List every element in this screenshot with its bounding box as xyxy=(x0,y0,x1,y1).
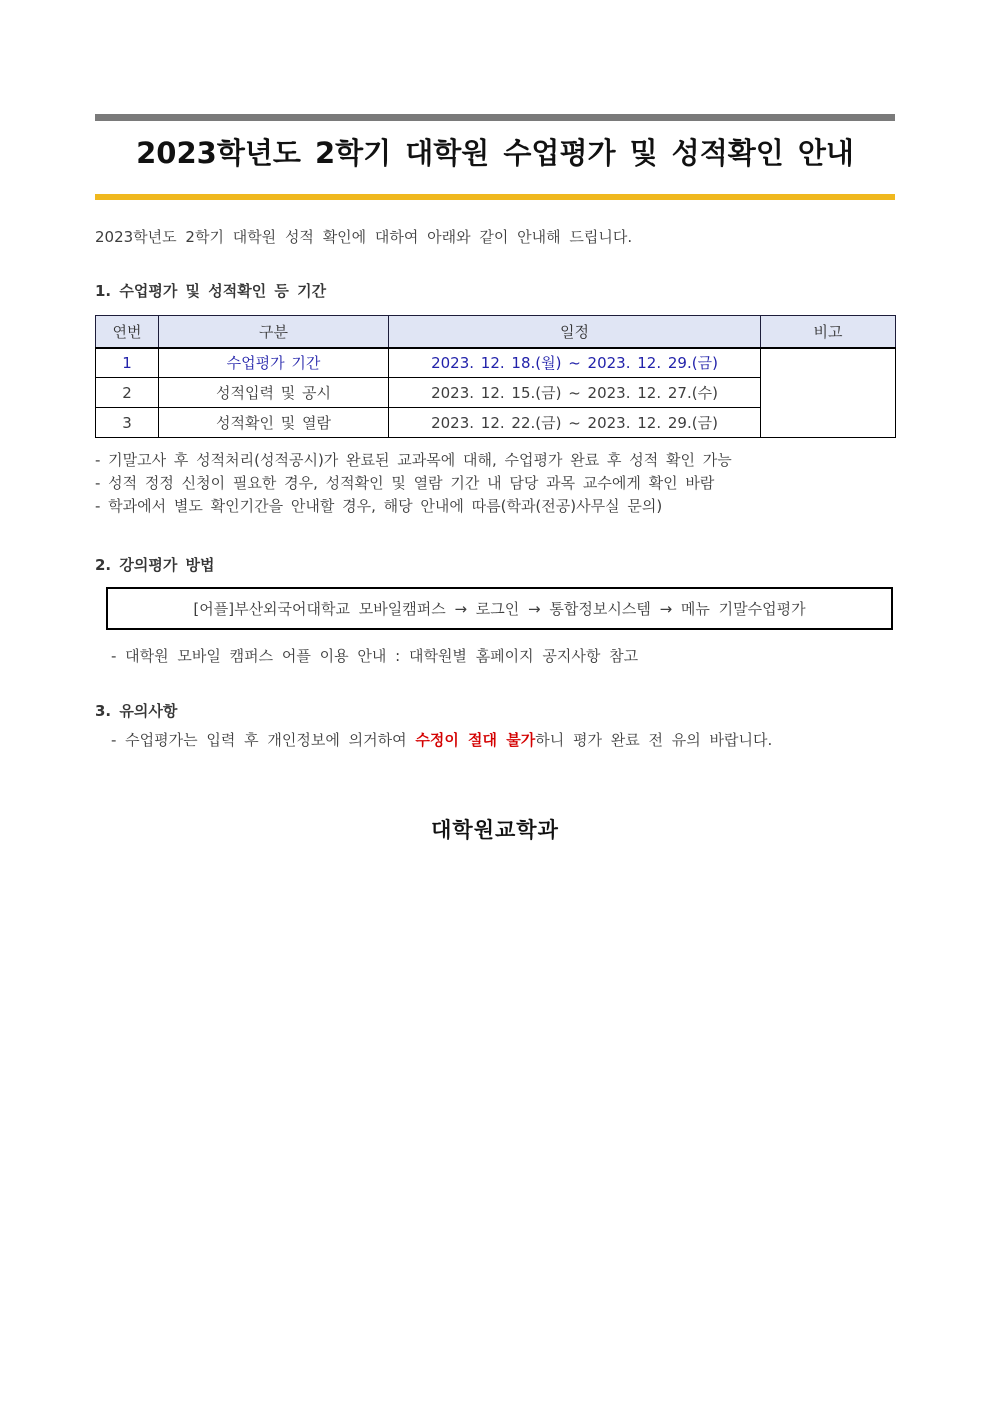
note-line: - 기말고사 후 성적처리(성적공시)가 완료된 교과목에 대해, 수업평가 완료 후 성적 확인 가능 xyxy=(95,451,732,469)
cell-category: 성적입력 및 공시 xyxy=(159,378,389,408)
cell-no: 3 xyxy=(96,408,159,438)
section1-notes xyxy=(95,449,895,518)
section2-heading: 2. 강의평가 방법 xyxy=(95,556,215,574)
col-header-no: 연번 xyxy=(96,316,159,348)
cell-no: 1 xyxy=(96,348,159,378)
schedule-table xyxy=(95,315,896,438)
note-line: - 학과에서 별도 확인기간을 안내할 경우, 해당 안내에 따름(학과(전공)사무실 문의) xyxy=(95,497,663,515)
table-row xyxy=(96,348,896,378)
document-page xyxy=(95,0,895,844)
evaluation-method-box xyxy=(106,587,893,630)
section2-note: - 대학원 모바일 캠퍼스 어플 이용 안내 : 대학원별 홈페이지 공지사항 참고 xyxy=(111,647,639,665)
page-title: 2023학년도 2학기 대학원 수업평가 및 성적확인 안내 xyxy=(136,136,854,170)
intro-text: 2023학년도 2학기 대학원 성적 확인에 대하여 아래와 같이 안내해 드립니다. xyxy=(95,228,633,246)
cell-no: 2 xyxy=(96,378,159,408)
cell-schedule: 2023. 12. 15.(금) ~ 2023. 12. 27.(수) xyxy=(389,378,761,408)
col-header-category: 구분 xyxy=(159,316,389,348)
top-divider-bar xyxy=(95,114,895,121)
section3-note-prefix: - 수업평가는 입력 후 개인정보에 의거하여 xyxy=(111,731,416,749)
section3-note-suffix: 하니 평가 완료 전 유의 바랍니다. xyxy=(535,731,773,749)
table-header-row xyxy=(96,316,896,348)
note-line: - 성적 정정 신청이 필요한 경우, 성적확인 및 열람 기간 내 담당 과목 교수에게 확인 바람 xyxy=(95,474,715,492)
cell-category: 수업평가 기간 xyxy=(159,348,389,378)
col-header-schedule: 일정 xyxy=(389,316,761,348)
title-underline-bar xyxy=(95,194,895,200)
section3-heading: 3. 유의사항 xyxy=(95,702,178,720)
evaluation-method-text: [어플]부산외국어대학교 모바일캠퍼스 → 로그인 → 통합정보시스템 → 메뉴 기말수업평가 xyxy=(193,600,806,618)
cell-schedule: 2023. 12. 18.(월) ~ 2023. 12. 29.(금) xyxy=(389,348,761,378)
section3-note-warning: 수정이 절대 불가 xyxy=(415,731,536,749)
section1-heading: 1. 수업평가 및 성적확인 등 기간 xyxy=(95,282,327,300)
col-header-note: 비고 xyxy=(761,316,896,348)
cell-note-merged xyxy=(761,348,896,438)
cell-schedule: 2023. 12. 22.(금) ~ 2023. 12. 29.(금) xyxy=(389,408,761,438)
section3-note xyxy=(95,730,895,750)
department-signature: 대학원교학과 xyxy=(431,818,559,842)
cell-category: 성적확인 및 열람 xyxy=(159,408,389,438)
